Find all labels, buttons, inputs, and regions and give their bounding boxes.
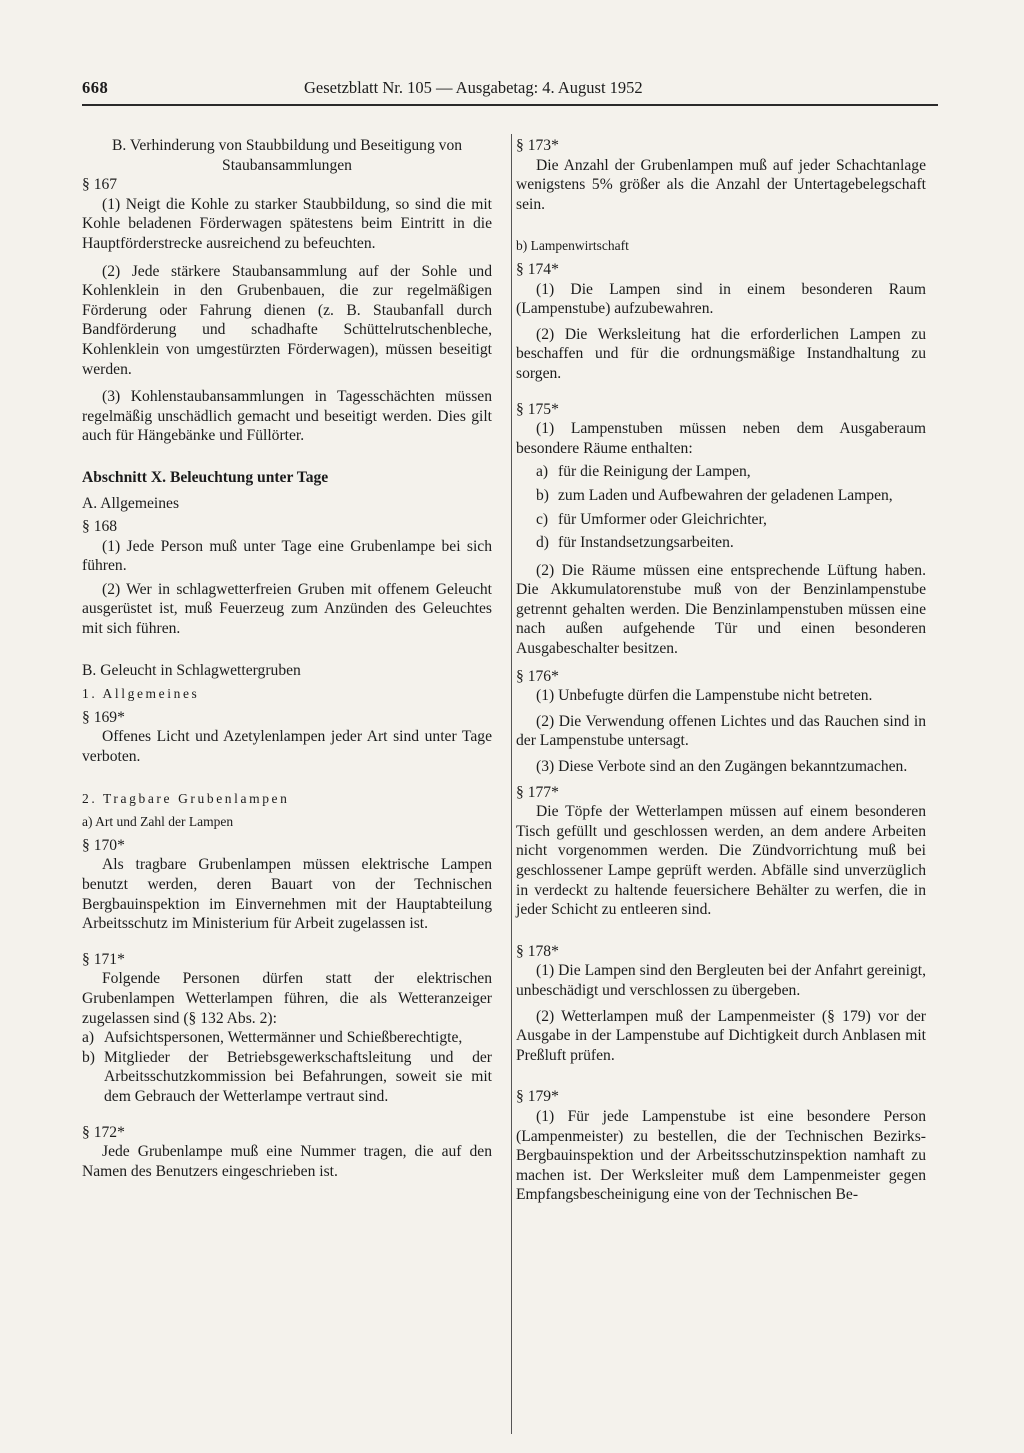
paragraph-number: § 170* xyxy=(82,836,125,854)
paragraph-number: § 167 xyxy=(82,176,118,194)
list-marker: a) xyxy=(82,1029,95,1047)
list-item xyxy=(516,486,926,506)
paragraph-text: (3) Kohlenstaubansammlungen in Tagesschächten müssen regelmäßig unschädlich gemacht und beseitigt werden. Dies gilt auch für Hängebänke und Füllörter. xyxy=(82,388,492,445)
paragraph-number: § 171* xyxy=(82,950,125,968)
page-header xyxy=(82,78,722,106)
page-number: 668 xyxy=(82,78,109,97)
paragraph-text: (2) Die Verwendung offenen Lichtes und das Rauchen sind in der Lampenstube untersagt. xyxy=(516,712,926,750)
list-item-text: für Umformer oder Gleichrichter, xyxy=(558,510,767,528)
list-marker: c) xyxy=(536,510,549,528)
paragraph-text: Die Töpfe der Wetterlampen müssen auf einem besonderen Tisch gefüllt und geschlossen werden, an dem andere Arbeiten nicht vorgenommen werden. Die Zündvorrichtung muß bei geschlossener Lampe geprüft werden. Abfälle sind unverzüglich in verdeckt zu haltende feuersichere Behälter zu werfen, die in jeder Schicht zu entleeren sind. xyxy=(516,803,926,919)
paragraph-text: (2) Wer in schlagwetterfreien Gruben mit offenem Geleucht ausgerüstet ist, muß Feuerzeug zum Anzünden des Geleuchtes mit sich führen. xyxy=(82,580,492,638)
paragraph-text: (1) Die Lampen sind in einem besonderen Raum (Lampenstube) aufzubewahren. xyxy=(516,280,926,318)
header-title: Gesetzblatt Nr. 105 — Ausgabetag: 4. August 1952 xyxy=(304,78,643,97)
section-heading: A. Allgemeines xyxy=(82,494,180,512)
section-heading: B. Verhinderung von Staubbildung und Beseitigung von Staubansammlungen xyxy=(111,137,463,174)
right-column xyxy=(516,136,926,1205)
left-column xyxy=(82,136,492,1181)
paragraph-number: § 172* xyxy=(82,1123,125,1141)
paragraph-text: (2) Die Räume müssen eine entsprechende Lüftung haben. Die Akkumulatorenstube muß von der Benzinlampenstube getrennt gehalten werden. Die Benzinlampenstuben müssen eine nach außen aufgehende Tür und einen besonderen Ausgabeschalter besitzen. xyxy=(516,561,926,658)
subsection-heading: b) Lampenwirtschaft xyxy=(516,238,629,254)
column-divider xyxy=(511,134,512,1434)
paragraph-number: § 173* xyxy=(516,137,559,154)
paragraph-number: § 176* xyxy=(516,667,559,685)
paragraph-text: Die Anzahl der Grubenlampen muß auf jeder Schachtanlage wenigstens 5% größer als die Anzahl der Untertagebelegschaft sein. xyxy=(516,156,926,213)
subsection-heading: 2. Tragbare Grubenlampen xyxy=(82,790,290,806)
paragraph-number: § 168 xyxy=(82,518,118,536)
list-item xyxy=(82,1048,492,1107)
list-marker: d) xyxy=(536,534,549,552)
paragraph-text: Offenes Licht und Azetylenlampen jeder Art sind unter Tage verboten. xyxy=(82,728,492,766)
chapter-heading: Abschnitt X. Beleuchtung unter Tage xyxy=(82,468,329,486)
paragraph-text: (2) Wetterlampen muß der Lampenmeister (§ 179) vor der Ausgabe in der Lampenstube auf Dichtigkeit durch Anblasen mit Preßluft prüfen. xyxy=(516,1007,926,1064)
list-item xyxy=(82,1028,492,1048)
list-item-text: für Instandsetzungsarbeiten. xyxy=(558,534,734,552)
subsection-heading: 1. Allgemeines xyxy=(82,686,200,702)
paragraph-text: Folgende Personen dürfen statt der elektrischen Grubenlampen Wetterlampen führen, die als Wetteranzeiger zugelassen sind (§ 132 Abs. 2): xyxy=(82,970,492,1027)
paragraph-text: (1) Neigt die Kohle zu starker Staubbildung, so sind die mit Kohle beladenen Förderwagen spätestens beim Eintritt in die Hauptförderstrecke ausreichend zu befeuchten. xyxy=(82,195,492,252)
paragraph-text: (1) Unbefugte dürfen die Lampenstube nicht betreten. xyxy=(536,687,873,705)
paragraph-number: § 175* xyxy=(516,400,559,418)
paragraph-number: § 179* xyxy=(516,1088,559,1106)
list-item-text: Aufsichtspersonen, Wettermänner und Schießberechtigte, xyxy=(104,1029,463,1047)
list-marker: b) xyxy=(82,1048,95,1066)
list-item xyxy=(516,462,926,482)
paragraph-text: (2) Jede stärkere Staubansammlung auf der Sohle und Kohlenklein in den Grubenbauen, die zur regelmäßigen Förderung oder Fahrung dienen (z. B. Staubanfall durch Bandförderung und schadhafte Schüttelrutschenbleche, Kohlenklein von umgestürzten Förderwagen), müssen beseitigt werden. xyxy=(82,262,492,378)
header-rule xyxy=(82,104,938,106)
paragraph-number: § 174* xyxy=(516,260,559,278)
list-item xyxy=(516,533,926,553)
paragraph-text: (3) Diese Verbote sind an den Zugängen bekanntzumachen. xyxy=(536,758,908,776)
paragraph-text: Jede Grubenlampe muß eine Nummer tragen, die auf den Namen des Benutzers eingeschrieben ist. xyxy=(82,1143,492,1180)
section-heading: B. Geleucht in Schlagwettergruben xyxy=(82,661,301,679)
paragraph-text: (1) Lampenstuben müssen neben dem Ausgaberaum besondere Räume enthalten: xyxy=(516,420,926,457)
list-item-text: zum Laden und Aufbewahren der geladenen Lampen, xyxy=(558,486,893,504)
paragraph-text: Als tragbare Grubenlampen müssen elektrische Lampen benutzt werden, deren Bauart von der Technischen Bergbauinspektion im Einvernehmen mit der Hauptabteilung Arbeitsschutz im Ministerium für Arbeit zugelassen ist. xyxy=(82,856,492,933)
list-item xyxy=(516,510,926,530)
list-marker: b) xyxy=(536,486,549,504)
paragraph-text: (1) Die Lampen sind den Bergleuten bei der Anfahrt gereinigt, unbeschädigt und verschlossen zu übergeben. xyxy=(516,962,926,999)
paragraph-text: (1) Jede Person muß unter Tage eine Grubenlampe bei sich führen. xyxy=(82,537,492,575)
paragraph-text: (1) Für jede Lampenstube ist eine besondere Person (Lampenmeister) zu bestellen, die der Technischen Bezirks-Bergbauinspektion und der Arbeitsschutzinspektion namhaft zu machen ist. Der Werksleiter muß dem Lampenmeister gegen Empfangsbescheinigung eine von der Technischen Be- xyxy=(516,1107,926,1204)
list-item-text: für die Reinigung der Lampen, xyxy=(558,463,751,481)
paragraph-number: § 178* xyxy=(516,942,559,960)
paragraph-number: § 177* xyxy=(516,783,559,801)
paragraph-text: (2) Die Werksleitung hat die erforderlichen Lampen zu beschaffen und für die ordnungsmäßige Instandhaltung zu sorgen. xyxy=(516,325,926,382)
list-item-text: Mitglieder der Betriebsgewerkschaftsleitung und der Arbeitsschutzkommission bei Befahrungen, soweit sie mit dem Gebrauch der Wetterlampe vertraut sind. xyxy=(104,1048,492,1105)
paragraph-number: § 169* xyxy=(82,708,125,726)
list-marker: a) xyxy=(536,463,549,481)
subsection-heading: a) Art und Zahl der Lampen xyxy=(82,814,234,830)
